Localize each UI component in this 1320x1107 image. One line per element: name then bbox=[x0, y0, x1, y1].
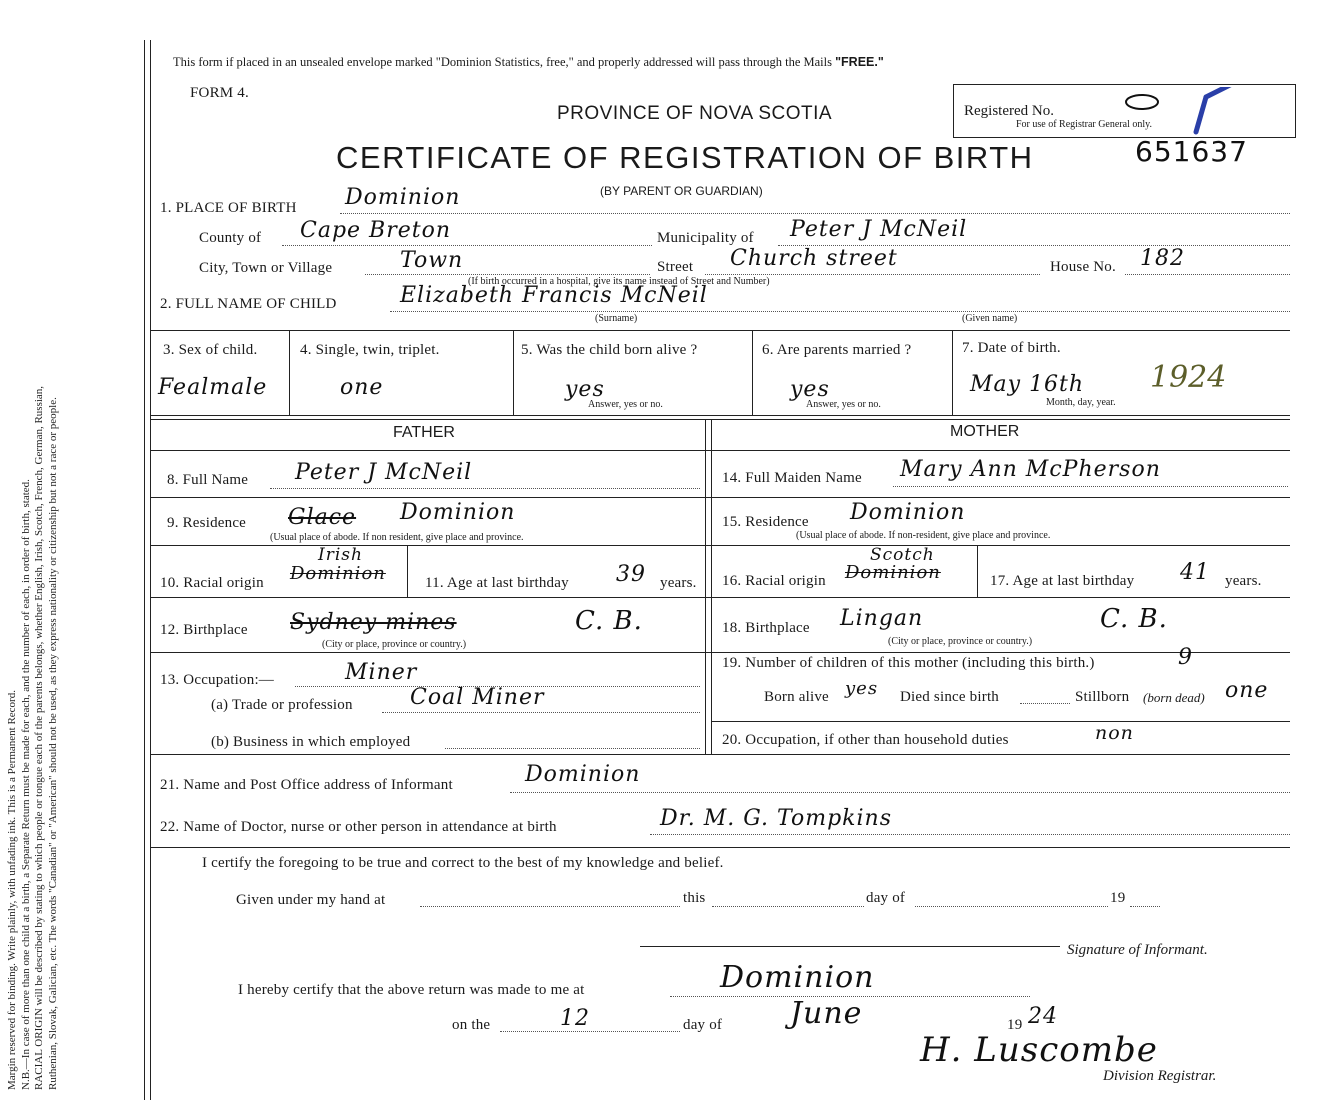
margin-instructions bbox=[6, 10, 60, 1090]
mother-occupation-label: 20. Occupation, if other than household duties bbox=[722, 732, 1009, 748]
informant-value: Dominion bbox=[525, 762, 641, 787]
return-year: 24 bbox=[1028, 1004, 1058, 1029]
father-residence-note: (Usual place of abode. If non resident, give place and province. bbox=[270, 532, 524, 543]
house-label: House No. bbox=[1050, 259, 1116, 275]
municipality-value: Peter J McNeil bbox=[790, 217, 968, 242]
father-birthplace-label: 12. Birthplace bbox=[160, 622, 248, 638]
registered-number: 651637 bbox=[1135, 135, 1248, 168]
born-alive-value: yes bbox=[845, 678, 879, 699]
father-trade-label: (a) Trade or profession bbox=[211, 697, 353, 713]
margin-line-3: RACIAL ORIGIN will be described by stating to which people or tongue each of the parents belongs, whether English, Irish, Scotch, French, German, Russian, bbox=[33, 385, 45, 1090]
house-value: 182 bbox=[1140, 246, 1185, 271]
return-month: June bbox=[790, 996, 863, 1031]
dob-note: Month, day, year. bbox=[1046, 397, 1116, 408]
sex-label: 3. Sex of child. bbox=[163, 342, 258, 358]
signature-informant: Signature of Informant. bbox=[1067, 942, 1208, 958]
informant-label: 21. Name and Post Office address of Informant bbox=[160, 777, 453, 793]
margin-line-4: Ruthenian, Slovak, Galician, etc. The words "Canadian" or "American" should not be used, as they express nationality or citizenship but not a race or people. bbox=[46, 397, 59, 1090]
page-title: CERTIFICATE OF REGISTRATION OF BIRTH bbox=[336, 140, 1034, 175]
father-name-value: Peter J McNeil bbox=[295, 460, 473, 485]
alive-label: 5. Was the child born alive ? bbox=[521, 342, 698, 358]
alive-value: yes bbox=[565, 377, 605, 402]
stillborn-note: (born dead) bbox=[1143, 690, 1205, 705]
child-value: Elizabeth Francis McNeil bbox=[400, 283, 708, 308]
father-name-label: 8. Full Name bbox=[167, 472, 249, 488]
this-label: this bbox=[683, 890, 706, 906]
father-occupation-label: 13. Occupation:— bbox=[160, 672, 275, 688]
father-birthplace-value: C. B. bbox=[575, 606, 643, 636]
margin-line-inner bbox=[150, 40, 151, 1100]
father-racial-value: Irish bbox=[318, 545, 363, 565]
father-occupation-value: Miner bbox=[345, 660, 418, 685]
doctor-value: Dr. M. G. Tompkins bbox=[660, 806, 892, 831]
sex-value: Fealmale bbox=[158, 375, 268, 400]
given-label: Given under my hand at bbox=[236, 892, 386, 908]
registered-box bbox=[953, 84, 1296, 138]
street-value: Church street bbox=[730, 246, 898, 271]
place-value: Dominion bbox=[345, 185, 461, 210]
father-racial-strike: Dominion bbox=[290, 563, 386, 584]
mother-years: years. bbox=[1225, 573, 1262, 589]
single-value: one bbox=[340, 375, 384, 400]
dob-year: 1924 bbox=[1150, 360, 1227, 395]
doctor-label: 22. Name of Doctor, nurse or other person in attendance at birth bbox=[160, 819, 557, 835]
father-residence-value: Dominion bbox=[400, 500, 516, 525]
given-note: (Given name) bbox=[962, 313, 1018, 324]
mother-racial-label: 16. Racial origin bbox=[722, 573, 826, 589]
father-business-label: (b) Business in which employed bbox=[211, 734, 411, 750]
year-prefix: 19 bbox=[1110, 890, 1126, 906]
mother-birthplace-cb: C. B. bbox=[1100, 604, 1168, 634]
return-day-of: day of bbox=[683, 1017, 723, 1033]
registrar-signature: H. Luscombe bbox=[920, 1030, 1158, 1070]
father-residence-label: 9. Residence bbox=[167, 515, 247, 531]
county-value: Cape Breton bbox=[300, 218, 452, 243]
stillborn-value: one bbox=[1225, 678, 1269, 703]
alive-answer-note: Answer, yes or no. bbox=[588, 399, 663, 410]
father-age-label: 11. Age at last birthday bbox=[425, 575, 569, 591]
father-years: years. bbox=[660, 575, 697, 591]
father-birthplace-strike: Sydney mines bbox=[290, 610, 457, 635]
mother-name-value: Mary Ann McPherson bbox=[900, 457, 1161, 482]
mother-residence-note: (Usual place of abode. If non-resident, give place and province. bbox=[796, 530, 1051, 541]
registered-label: Registered No. bbox=[964, 103, 1054, 119]
mother-age-label: 17. Age at last birthday bbox=[990, 573, 1135, 589]
province-heading: PROVINCE OF NOVA SCOTIA bbox=[557, 103, 833, 124]
certify-text: I certify the foregoing to be true and correct to the best of my knowledge and belief. bbox=[202, 855, 724, 871]
born-alive-label: Born alive bbox=[764, 689, 829, 705]
street-label: Street bbox=[657, 259, 694, 275]
mail-notice: This form if placed in an unsealed envelope marked "Dominion Statistics, free," and properly addressed will pass through the Mails "FREE." bbox=[173, 55, 884, 69]
city-label: City, Town or Village bbox=[199, 260, 333, 276]
return-place: Dominion bbox=[720, 960, 875, 995]
married-label: 6. Are parents married ? bbox=[762, 342, 912, 358]
hospital-note: (If birth occurred in a hospital, give its name instead of Street and Number) bbox=[468, 276, 770, 287]
registrar-use-note: For use of Registrar General only. bbox=[1016, 119, 1152, 130]
mother-name-label: 14. Full Maiden Name bbox=[722, 470, 862, 486]
margin-line-2: N.B.—In case of more than one child at a birth, a Separate Return must be made for each, and the number of each, in order of birth, stated. bbox=[19, 479, 32, 1090]
child-label: 2. FULL NAME OF CHILD bbox=[160, 296, 337, 312]
mother-residence-label: 15. Residence bbox=[722, 514, 809, 530]
mother-heading: MOTHER bbox=[950, 423, 1020, 440]
father-trade-value: Coal Miner bbox=[410, 685, 545, 710]
mother-children-label: 19. Number of children of this mother (including this birth.) bbox=[722, 655, 1095, 671]
mother-birthplace-label: 18. Birthplace bbox=[722, 620, 810, 636]
margin-line-1: Margin reserved for binding. Write plainly, with unfading ink. This is a Permanent Record. bbox=[6, 690, 18, 1090]
return-text: I hereby certify that the above return was made to me at bbox=[238, 982, 585, 998]
day-of-label: day of bbox=[866, 890, 906, 906]
city-value: Town bbox=[400, 248, 464, 273]
father-age-value: 39 bbox=[616, 562, 646, 587]
died-label: Died since birth bbox=[900, 689, 1000, 705]
margin-line-outer bbox=[144, 40, 145, 1100]
on-the-label: on the bbox=[452, 1017, 491, 1033]
father-racial-label: 10. Racial origin bbox=[160, 575, 264, 591]
return-day: 12 bbox=[560, 1006, 590, 1031]
mother-birthplace-value: Lingan bbox=[840, 606, 924, 631]
stillborn-label: Stillborn bbox=[1075, 689, 1130, 705]
married-answer-note: Answer, yes or no. bbox=[806, 399, 881, 410]
return-year-prefix: 19 bbox=[1007, 1017, 1023, 1033]
page-subtitle: (BY PARENT OR GUARDIAN) bbox=[600, 184, 763, 198]
mother-occupation-value: non bbox=[1095, 722, 1134, 744]
municipality-label: Municipality of bbox=[657, 230, 754, 246]
mother-racial-value: Scotch bbox=[870, 545, 935, 565]
mother-children-value: 9 bbox=[1178, 645, 1193, 670]
division-registrar: Division Registrar. bbox=[1103, 1068, 1217, 1084]
dob-value: May 16th bbox=[970, 372, 1085, 397]
mother-age-value: 41 bbox=[1180, 560, 1210, 585]
mother-residence-value: Dominion bbox=[850, 500, 966, 525]
father-birthplace-note: (City or place, province or country.) bbox=[322, 639, 467, 650]
married-value: yes bbox=[790, 377, 830, 402]
mother-racial-strike: Dominion bbox=[845, 562, 941, 583]
place-label: 1. PLACE OF BIRTH bbox=[160, 200, 297, 216]
single-label: 4. Single, twin, triplet. bbox=[300, 342, 440, 358]
mother-birthplace-note: (City or place, province or country.) bbox=[888, 636, 1033, 647]
dob-label: 7. Date of birth. bbox=[962, 340, 1061, 356]
surname-note: (Surname) bbox=[595, 313, 638, 324]
form-number: FORM 4. bbox=[190, 85, 249, 101]
father-residence-strike: Glace bbox=[288, 505, 357, 530]
checkmark-icon bbox=[1114, 87, 1294, 137]
county-label: County of bbox=[199, 230, 262, 246]
father-heading: FATHER bbox=[393, 424, 455, 441]
